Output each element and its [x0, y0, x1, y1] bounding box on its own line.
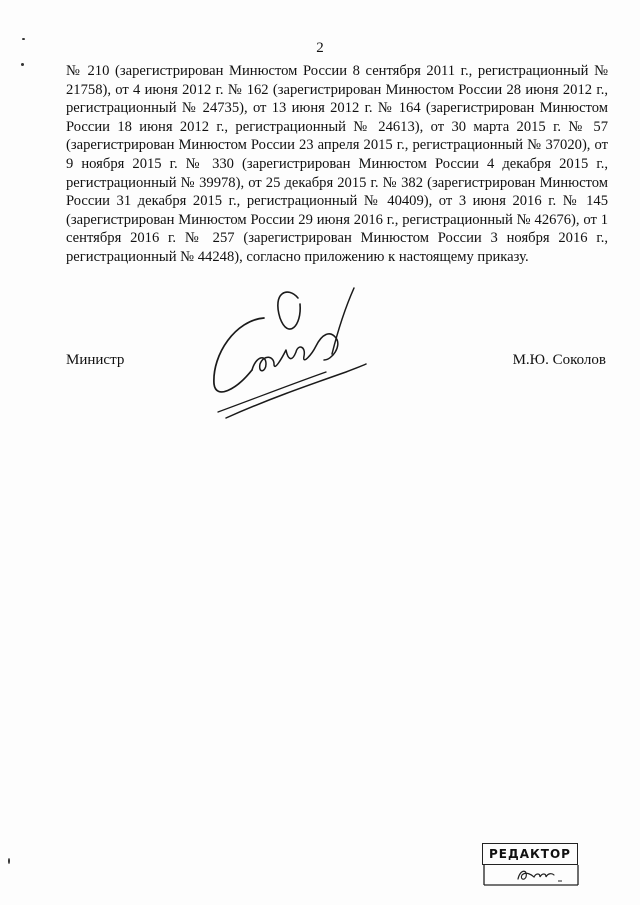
signature-main-stroke [214, 318, 264, 392]
scan-speck [22, 38, 25, 40]
minister-signature [196, 280, 376, 430]
signatory-title: Министр [66, 352, 125, 368]
scan-speck [8, 858, 10, 864]
signature-underline [226, 364, 366, 418]
editor-stamp-label: РЕДАКТОР [482, 843, 578, 865]
signature-underline-2 [218, 372, 326, 412]
page-number: 2 [316, 40, 324, 56]
body-paragraph: № 210 (зарегистрирован Минюстом России 8 сентября 2011 г., регистрационный № 21758), от 4 июня 2012 г. № 162 (зарегистрирован Минюстом России 28 июня 2012 г., регистрационный № 24735), от 13 июня 2012 г. № 164 (зарегистрирован Минюстом России 18 июня 2012 г., регистрационный № 24613), от 30 марта 2015 г. № 57 (зарегистрирован Минюстом России 23 апреля 2015 г., регистрационный № 37020), от 9 ноября 2015 г. № 330 (зарегистрирован Минюстом России 4 декабря 2015 г., регистрационный № 39978), от 25 декабря 2015 г. № 382 (зарегистрирован Минюстом России 31 декабря 2015 г., регистрационный № 40409), от 3 июня 2016 г. № 145 (зарегистрирован Минюстом России 29 июня 2016 г., регистрационный № 42676), от 1 сентября 2016 г. № 257 (зарегистрирован Минюстом России 3 ноября 2016 г., регистрационный № 44248), согласно приложению к настоящему приказу. [66, 63, 608, 265]
editor-stamp [482, 843, 582, 889]
signature-letters [252, 334, 338, 371]
scan-speck [21, 63, 24, 66]
editor-stamp-initials [482, 863, 580, 887]
signatory-name: М.Ю. Соколов [512, 352, 606, 368]
signature-loop [278, 292, 300, 329]
signature-flourish-rise [332, 288, 354, 354]
